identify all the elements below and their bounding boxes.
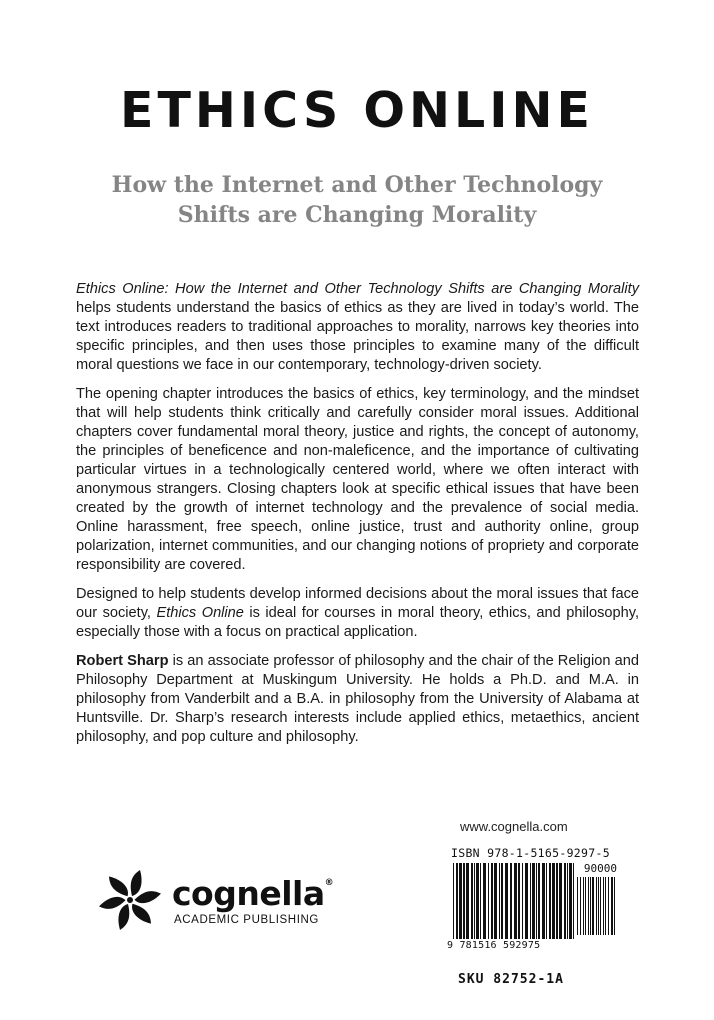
book-title-italic: Ethics Online: How the Internet and Other Technology Shifts are Changing Morality [76, 281, 639, 297]
barcode-bars [453, 863, 577, 939]
description-paragraph-3 [76, 585, 639, 642]
description-p3-before: Designed to help students develop informed decisions about the moral issues that face our society, [76, 586, 639, 621]
registered-mark: ® [324, 878, 334, 888]
subtitle-line-1: How the Internet and Other Technology [111, 172, 603, 198]
cognella-flower-icon [92, 862, 168, 938]
description-paragraph-1 [76, 280, 639, 375]
subtitle-line-2: Shifts are Changing Morality [177, 202, 537, 228]
description-p3-italic: Ethics Online [156, 605, 244, 621]
book-description [76, 280, 639, 757]
ean-digits: 9 781516 592975 [447, 940, 541, 951]
isbn-label: ISBN 978-1-5165-9297-5 [451, 846, 610, 860]
description-paragraph-2: The opening chapter introduces the basics of ethics, key terminology, and the mindset that will help students think critically and carefully consider moral issues. Additional chapters cover fundamental moral theory, justice and rights, the concept of autonomy, the principles of beneficence and non-maleficence, and the importance of cultivating particular virtues in a technologically centered world, where we often interact with anonymous strangers. Closing chapters look at specific ethical issues that have been created by the growth of internet technology and the prevalence of social media. Online harassment, free speech, online justice, trust and authority online, group polarization, internet communities, and our changing notions of propriety and corporate responsibility are covered. [76, 386, 639, 573]
description-p1-text: helps students understand the basics of ethics as they are lived in today’s world. The text introduces readers to traditional approaches to morality, narrows key theories into specific principles, and then uses those principles to examine many of the difficult moral questions we face in our contemporary, technology-driven society. [76, 300, 639, 373]
publisher-tagline: ACADEMIC PUBLISHING [174, 914, 319, 926]
brand-name: cognella [172, 874, 325, 913]
author-bio [76, 652, 639, 747]
author-bio-text: is an associate professor of philosophy and the chair of the Religion and Philosophy Department at Muskingum University. He holds a Ph.D. and M.A. in philosophy from Vanderbilt and a B.A. in philosophy from the University of Alabama at Huntsville. Dr. Sharp’s research interests include applied ethics, metaethics, ancient philosophy, and pop culture and philosophy. [76, 653, 639, 745]
sku-label: SKU 82752-1A [458, 972, 564, 987]
book-title: ETHICS ONLINE [120, 82, 594, 139]
publisher-website: www.cognella.com [460, 819, 568, 834]
price-code: 90000 [583, 862, 617, 875]
publisher-logo [92, 862, 352, 942]
description-p3-after: is ideal for courses in moral theory, ethics, and philosophy, especially those with a focus on practical application. [76, 605, 639, 640]
price-barcode-bars [577, 877, 617, 935]
author-name: Robert Sharp [76, 653, 169, 669]
barcode-block [447, 846, 619, 966]
book-subtitle [60, 170, 654, 230]
publisher-brand [172, 874, 333, 913]
